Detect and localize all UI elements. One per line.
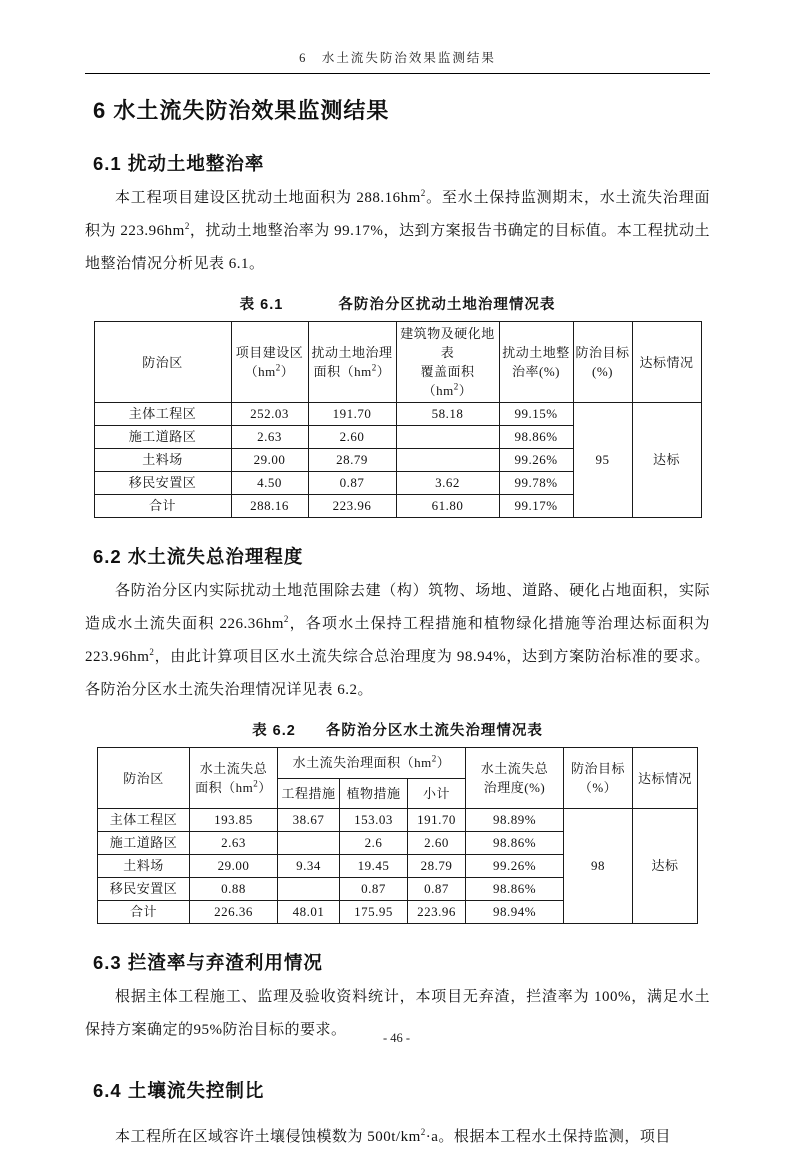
table-header-cell: 防治目标 （%） xyxy=(564,748,633,809)
table-cell xyxy=(396,449,499,472)
table-header-cell: 项目建设区 $(hm^2)$ xyxy=(231,322,308,403)
table-header-cell: 建筑物及硬化地表 覆盖面积$(hm^2)$ xyxy=(396,322,499,403)
table-cell xyxy=(277,832,339,855)
table-cell: 2.63 xyxy=(231,426,308,449)
table-header-cell: 防治区 xyxy=(97,748,189,809)
table-cell: 191.70 xyxy=(407,809,465,832)
table-cell xyxy=(396,426,499,449)
table-cell: 土料场 xyxy=(94,449,231,472)
table-cell: 48.01 xyxy=(277,901,339,924)
table-cell: 施工道路区 xyxy=(94,426,231,449)
table-cell: 29.00 xyxy=(231,449,308,472)
table-cell: 99.78% xyxy=(499,472,573,495)
table-cell: 0.87 xyxy=(308,472,396,495)
table-cell: 3.62 xyxy=(396,472,499,495)
table-header-cell: 防治区 xyxy=(94,322,231,403)
table-cell: 2.63 xyxy=(189,832,277,855)
table-cell: 252.03 xyxy=(231,403,308,426)
table-cell: 98.89% xyxy=(466,809,564,832)
table-cell: 61.80 xyxy=(396,495,499,518)
table-header-group-cell: 水土流失治理面积$(hm^2)$ xyxy=(277,748,465,779)
table-cell-target: 98 xyxy=(564,809,633,924)
table-cell: 58.18 xyxy=(396,403,499,426)
table-cell: 193.85 xyxy=(189,809,277,832)
table-cell: 28.79 xyxy=(308,449,396,472)
table-cell: 98.86% xyxy=(466,832,564,855)
paragraph-6-2: 各防治分区内实际扰动土地范围除去建（构）筑物、场地、道路、硬化占地面积，实际造成水土流失面积 $226.36hm^2$，各项水土保持工程措施和植物绿化措施等治理达标面积为 $223.96hm^2$，由此计算项目区水土流失综合总治理度为 98.94%，达到方案防治标准的要求。各防治分区水土流失治理情况详见表 6.2。 xyxy=(85,583,710,698)
table-header-cell: 扰动土地整 治率(%) xyxy=(499,322,573,403)
table-cell: 19.45 xyxy=(339,855,407,878)
table-cell: 土料场 xyxy=(97,855,189,878)
table-cell: 99.26% xyxy=(466,855,564,878)
table-header-cell: 达标情况 xyxy=(632,322,701,403)
table-cell-status: 达标 xyxy=(632,403,701,518)
table-cell: 98.86% xyxy=(499,426,573,449)
table-header-cell: 水土流失总 面积$(hm^2)$ xyxy=(189,748,277,809)
table-header-cell: 植物措施 xyxy=(339,778,407,809)
section-heading-6-3: 6.3 拦渣率与弃渣利用情况 xyxy=(93,952,323,973)
table-cell: 施工道路区 xyxy=(97,832,189,855)
table-cell: 0.87 xyxy=(407,878,465,901)
table-cell: 153.03 xyxy=(339,809,407,832)
page-number: - 46 - xyxy=(382,1031,411,1045)
table-cell: 223.96 xyxy=(407,901,465,924)
table-6-2 xyxy=(97,747,698,924)
chapter-heading: 6 水土流失防治效果监测结果 xyxy=(93,98,390,123)
table-header-cell: 水土流失总 治理度(%) xyxy=(466,748,564,809)
table-cell: 288.16 xyxy=(231,495,308,518)
table-cell: 226.36 xyxy=(189,901,277,924)
table-cell: 223.96 xyxy=(308,495,396,518)
table-cell: 9.34 xyxy=(277,855,339,878)
caption-title: 各防治分区扰动土地治理情况表 xyxy=(338,297,556,313)
table-row xyxy=(94,322,701,403)
table-cell: 合计 xyxy=(94,495,231,518)
table-row xyxy=(97,748,697,779)
table-header-cell: 扰动土地治理 面积$(hm^2)$ xyxy=(308,322,396,403)
table-cell: 移民安置区 xyxy=(97,878,189,901)
section-heading-6-2: 6.2 水土流失总治理程度 xyxy=(93,546,304,567)
running-header: 6 水土流失防治效果监测结果 xyxy=(299,51,496,65)
page-content xyxy=(85,0,710,1154)
table-cell: 合计 xyxy=(97,901,189,924)
table-cell: 99.17% xyxy=(499,495,573,518)
table-cell: 99.15% xyxy=(499,403,573,426)
table-cell: 28.79 xyxy=(407,855,465,878)
table-cell: 175.95 xyxy=(339,901,407,924)
table-cell: 0.87 xyxy=(339,878,407,901)
table-header-cell: 工程措施 xyxy=(277,778,339,809)
table-cell: 移民安置区 xyxy=(94,472,231,495)
caption-title: 各防治分区水土流失治理情况表 xyxy=(325,723,543,739)
paragraph-6-1: 本工程项目建设区扰动土地面积为 $288.16hm^2$。至水土保持监测期末，水土流失治理面积为 $223.96hm^2$，扰动土地整治率为 99.17%，达到方案报告书确定的目标值。本工程扰动土地整治情况分析见表 6.1。 xyxy=(85,188,710,272)
table-cell-status: 达标 xyxy=(633,809,698,924)
table-cell: 0.88 xyxy=(189,878,277,901)
paragraph-6-3: 根据主体工程施工、监理及验收资料统计，本项目无弃渣，拦渣率为 100%，满足水土保持方案确定的95%防治目标的要求。 xyxy=(85,989,710,1038)
table-header-cell: 达标情况 xyxy=(633,748,698,809)
table-cell: 98.94% xyxy=(466,901,564,924)
table-6-1-caption xyxy=(85,293,710,314)
section-heading-6-4: 6.4 土壤流失控制比 xyxy=(93,1080,265,1101)
table-cell: 191.70 xyxy=(308,403,396,426)
table-row xyxy=(97,809,697,832)
header-rule xyxy=(85,73,710,74)
table-cell xyxy=(277,878,339,901)
caption-label: 表 6.1 xyxy=(239,297,284,313)
table-row xyxy=(94,403,701,426)
table-cell: 98.86% xyxy=(466,878,564,901)
table-6-2-caption xyxy=(85,719,710,740)
table-header-cell: 小计 xyxy=(407,778,465,809)
table-cell: 99.26% xyxy=(499,449,573,472)
table-cell: 主体工程区 xyxy=(94,403,231,426)
table-cell: 4.50 xyxy=(231,472,308,495)
table-6-1 xyxy=(94,321,702,518)
section-heading-6-1: 6.1 扰动土地整治率 xyxy=(93,153,265,174)
table-header-cell: 防治目标 (%) xyxy=(573,322,632,403)
table-cell: 38.67 xyxy=(277,809,339,832)
caption-label: 表 6.2 xyxy=(252,723,296,739)
table-cell: 29.00 xyxy=(189,855,277,878)
table-cell: 2.6 xyxy=(339,832,407,855)
table-cell-target: 95 xyxy=(573,403,632,518)
paragraph-6-4: 本工程所在区域容许土壤侵蚀模数为 $500t/km^2\cdot a$。根据本工程水土保持监测，项目 xyxy=(115,1127,671,1145)
table-cell: 2.60 xyxy=(407,832,465,855)
table-cell: 2.60 xyxy=(308,426,396,449)
table-cell: 主体工程区 xyxy=(97,809,189,832)
